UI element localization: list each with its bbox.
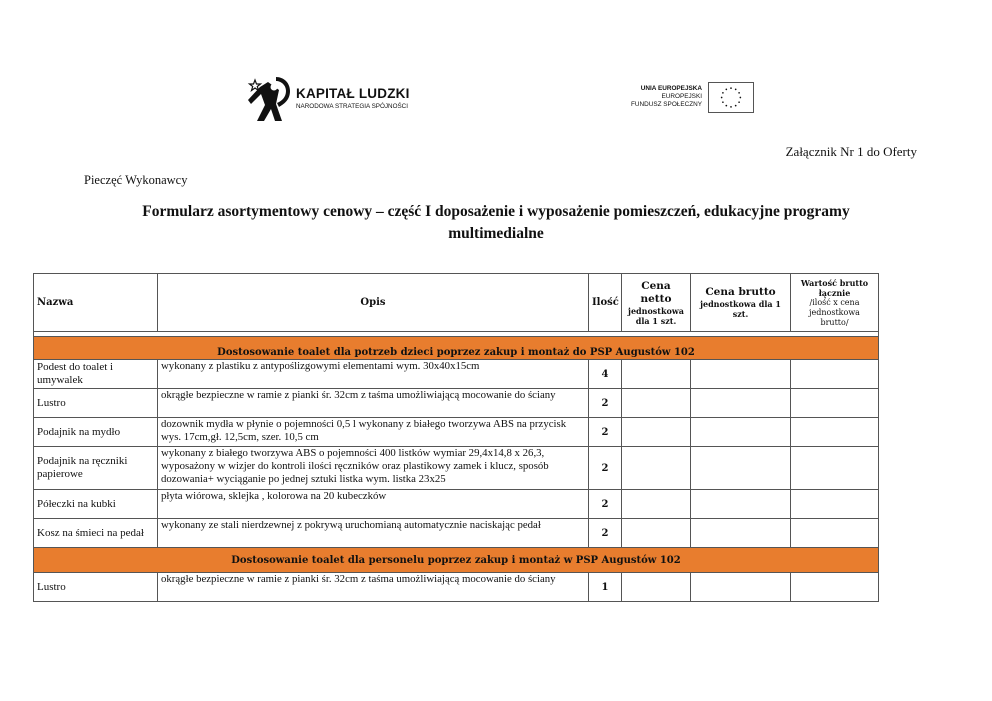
- item-quantity: 2: [589, 418, 622, 447]
- total-value-cell[interactable]: [791, 360, 879, 389]
- net-price-cell[interactable]: [622, 573, 691, 602]
- item-quantity: 2: [589, 389, 622, 418]
- eu-line-1: UNIA EUROPEJSKA: [640, 85, 702, 92]
- kapital-ludzki-logo: [246, 74, 421, 122]
- item-description: wykonany ze stali nierdzewnej z pokrywą uruchomianą automatycznie naciskając pedał: [158, 519, 589, 548]
- net-price-cell[interactable]: [622, 447, 691, 490]
- gross-price-cell[interactable]: [691, 389, 791, 418]
- item-name: Półeczki na kubki: [34, 490, 158, 519]
- item-description: wykonany z plastiku z antypoślizgowymi elementami wym. 30x40x15cm: [158, 360, 589, 389]
- item-description: okrągłe bezpieczne w ramie z pianki śr. 32cm z taśma umożliwiającą mocowanie do ściany: [158, 573, 589, 602]
- eu-star-icon: [725, 89, 727, 91]
- section-row: [34, 548, 879, 573]
- item-name: Podajnik na ręczniki papierowe: [34, 447, 158, 490]
- total-sub-label: /ilość x cena jednostkowa brutto/: [809, 297, 860, 327]
- item-description: wykonany z białego tworzywa ABS o pojemności 400 listków wymiar 29,4x14,8 x 26,3, wyposażony w wizjer do kontroli ilości ręczników oraz plastikowy zamek i klucz, sposób dozowania+ wyciąganie po jednej sztuki listka wym. listka 23x25: [158, 447, 589, 490]
- gross-price-cell[interactable]: [691, 418, 791, 447]
- net-sub-label: jednostkowa dla 1 szt.: [628, 305, 684, 326]
- gross-price-cell[interactable]: [691, 360, 791, 389]
- form-title-line-1: Formularz asortymentowy cenowy – część I doposażenie i wyposażenie pomieszczeń, edukacyjne programy: [142, 203, 850, 220]
- total-value-cell[interactable]: [791, 389, 879, 418]
- net-price-cell[interactable]: [622, 519, 691, 548]
- eu-star-icon: [730, 106, 732, 108]
- table-row: [34, 360, 879, 389]
- eu-star-icon: [722, 101, 724, 103]
- item-description: dozownik mydła w płynie o pojemności 0,5 l wykonany z białego tworzywa ABS na przycisk wys. 17cm,gł. 12,5cm, szer. 10,5 cm: [158, 418, 589, 447]
- item-quantity: 2: [589, 447, 622, 490]
- total-value-cell[interactable]: [791, 573, 879, 602]
- gross-price-cell[interactable]: [691, 573, 791, 602]
- table-row: [34, 573, 879, 602]
- gross-main-label: Cena brutto: [705, 286, 776, 298]
- section-title-2: Dostosowanie toalet dla personelu poprzez zakup i montaż w PSP Augustów 102: [34, 548, 879, 573]
- total-value-cell[interactable]: [791, 519, 879, 548]
- annex-label: Załącznik Nr 1 do Oferty: [785, 144, 917, 159]
- column-header-qty: Ilość: [589, 274, 622, 332]
- net-price-cell[interactable]: [622, 490, 691, 519]
- eu-star-icon: [735, 89, 737, 91]
- gross-price-cell[interactable]: [691, 519, 791, 548]
- section-row: [34, 337, 879, 360]
- gross-price-cell[interactable]: [691, 490, 791, 519]
- table-row: [34, 418, 879, 447]
- eu-flag-icon: [708, 82, 754, 113]
- item-quantity: 2: [589, 490, 622, 519]
- table-row: [34, 389, 879, 418]
- eu-star-icon: [738, 101, 740, 103]
- kapital-ludzki-title: KAPITAŁ LUDZKI: [296, 86, 410, 101]
- gross-price-cell[interactable]: [691, 447, 791, 490]
- item-name: Podest do toalet i umywalek: [34, 360, 158, 389]
- section-title-1: Dostosowanie toalet dla potrzeb dzieci poprzez zakup i montaż do PSP Augustów 102: [34, 337, 879, 360]
- kapital-ludzki-figure-icon: [246, 74, 292, 122]
- gross-sub-label: jednostkowa dla 1 szt.: [700, 299, 781, 319]
- item-name: Podajnik na mydło: [34, 418, 158, 447]
- total-main-label: Wartość brutto łącznie: [800, 277, 869, 298]
- eu-logo: [612, 82, 754, 114]
- kapital-ludzki-subtitle: NARODOWA STRATEGIA SPÓJNOŚCI: [296, 103, 408, 110]
- column-header-total: [791, 274, 879, 332]
- item-name: Lustro: [34, 573, 158, 602]
- item-description: płyta wiórowa, sklejka , kolorowa na 20 kubeczków: [158, 490, 589, 519]
- item-quantity: 4: [589, 360, 622, 389]
- eu-star-icon: [722, 92, 724, 94]
- table-row: [34, 490, 879, 519]
- table-row: [34, 519, 879, 548]
- net-price-cell[interactable]: [622, 389, 691, 418]
- eu-line-2: EUROPEJSKI: [661, 93, 702, 100]
- net-price-cell[interactable]: [622, 360, 691, 389]
- contractor-stamp-label: Pieczęć Wykonawcy: [84, 173, 188, 187]
- eu-star-icon: [740, 97, 742, 99]
- eu-text: [631, 85, 702, 109]
- table-row: [34, 447, 879, 490]
- eu-star-icon: [738, 92, 740, 94]
- item-quantity: 1: [589, 573, 622, 602]
- net-main-label: Cena netto: [640, 279, 672, 305]
- total-value-cell[interactable]: [791, 447, 879, 490]
- column-header-net: [622, 274, 691, 332]
- column-header-gross: [691, 274, 791, 332]
- eu-line-3: FUNDUSZ SPOŁECZNY: [630, 101, 702, 108]
- item-name: Lustro: [34, 389, 158, 418]
- form-title-line-2: multimedialne: [448, 225, 544, 242]
- net-price-cell[interactable]: [622, 418, 691, 447]
- item-description: okrągłe bezpieczne w ramie z pianki śr. 32cm z taśma umożliwiającą mocowanie do ściany: [158, 389, 589, 418]
- form-title: [96, 201, 896, 245]
- total-value-cell[interactable]: [791, 490, 879, 519]
- eu-star-icon: [721, 97, 723, 99]
- price-form-table: [33, 273, 879, 602]
- column-header-name: Nazwa: [34, 274, 158, 332]
- item-quantity: 2: [589, 519, 622, 548]
- eu-star-icon: [725, 105, 727, 107]
- item-name: Kosz na śmieci na pedał: [34, 519, 158, 548]
- total-value-cell[interactable]: [791, 418, 879, 447]
- eu-star-icon: [730, 87, 732, 89]
- eu-star-icon: [735, 105, 737, 107]
- table-header-row: [34, 274, 879, 332]
- column-header-desc: Opis: [158, 274, 589, 332]
